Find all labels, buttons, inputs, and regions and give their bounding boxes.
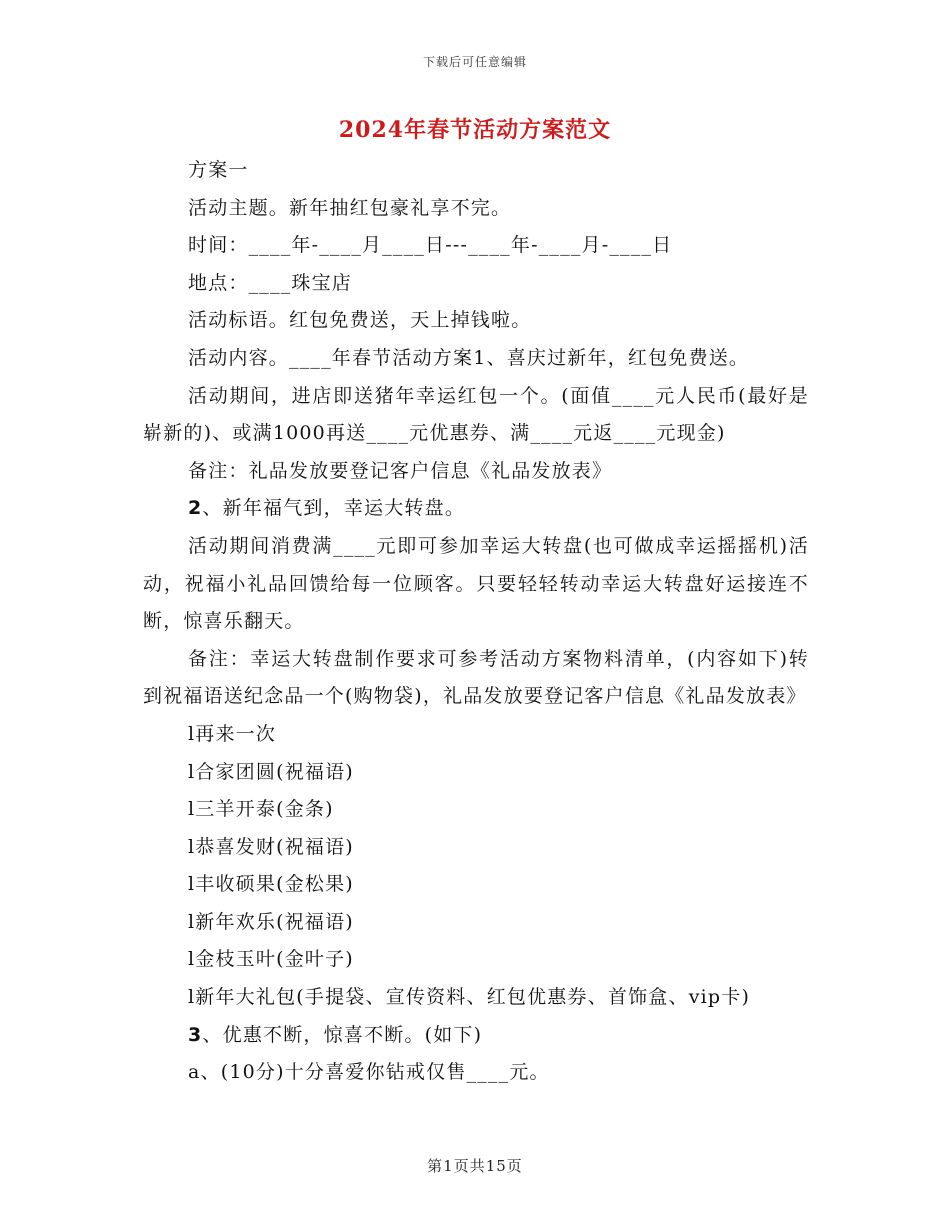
prize-item: l新年大礼包(手提袋、宣传资料、红包优惠券、首饰盒、vip卡) bbox=[188, 986, 751, 1009]
section-text-3: 、优惠不断，惊喜不断。(如下) bbox=[202, 1023, 483, 1046]
paragraph-location: 地点：____珠宝店 bbox=[188, 271, 353, 294]
paragraph-offer-a: a、(10分)十分喜爱你钻戒仅售____元。 bbox=[188, 1061, 550, 1084]
page-header-note: 下载后可任意编辑 bbox=[422, 55, 527, 69]
section-heading-3 bbox=[143, 1017, 809, 1055]
section-text-2: 、新年福气到，幸运大转盘。 bbox=[202, 497, 466, 520]
section-heading-2 bbox=[143, 490, 809, 528]
prize-item: l金枝玉叶(金叶子) bbox=[188, 948, 354, 971]
document-title: 2024年春节活动方案范文 bbox=[338, 117, 612, 143]
paragraph-content: 活动内容。____年春节活动方案1、喜庆过新年，红包免费送。 bbox=[188, 346, 750, 369]
paragraph-red-envelope: 活动期间，进店即送猪年幸运红包一个。(面值____元人民币(最好是崭新的)、或满1000再送____元优惠券、满____元返____元现金) bbox=[143, 384, 809, 445]
prize-item: l恭喜发财(祝福语) bbox=[188, 835, 354, 858]
section-number-2: 2 bbox=[188, 497, 203, 520]
prize-item: l三羊开泰(金条) bbox=[188, 798, 334, 821]
prize-item: l合家团圆(祝福语) bbox=[188, 760, 354, 783]
paragraph-wheel: 活动期间消费满____元即可参加幸运大转盘(也可做成幸运摇摇机)活动，祝福小礼品回馈给每一位顾客。只要轻轻转动幸运大转盘好运接连不断，惊喜乐翻天。 bbox=[143, 534, 809, 633]
prize-item: l再来一次 bbox=[188, 722, 277, 745]
paragraph-plan-label: 方案一 bbox=[188, 159, 249, 181]
document-body bbox=[143, 152, 809, 1092]
paragraph-note-1: 备注：礼品发放要登记客户信息《礼品发放表》 bbox=[188, 459, 613, 482]
paragraph-note-2: 备注：幸运大转盘制作要求可参考活动方案物料清单，(内容如下)转到祝福语送纪念品一个(购物袋)，礼品发放要登记客户信息《礼品发放表》 bbox=[143, 647, 809, 708]
page-number-footer: 第1页共15页 bbox=[427, 1157, 523, 1175]
paragraph-theme: 活动主题。新年抽红包豪礼享不完。 bbox=[188, 196, 512, 219]
section-number-3: 3 bbox=[188, 1023, 203, 1046]
prize-item: l丰收硕果(金松果) bbox=[188, 873, 354, 896]
paragraph-slogan: 活动标语。红包免费送，天上掉钱啦。 bbox=[188, 309, 532, 332]
paragraph-time: 时间：____年-____月____日---____年-____月-____日 bbox=[188, 234, 673, 257]
prize-item: l新年欢乐(祝福语) bbox=[188, 910, 354, 933]
